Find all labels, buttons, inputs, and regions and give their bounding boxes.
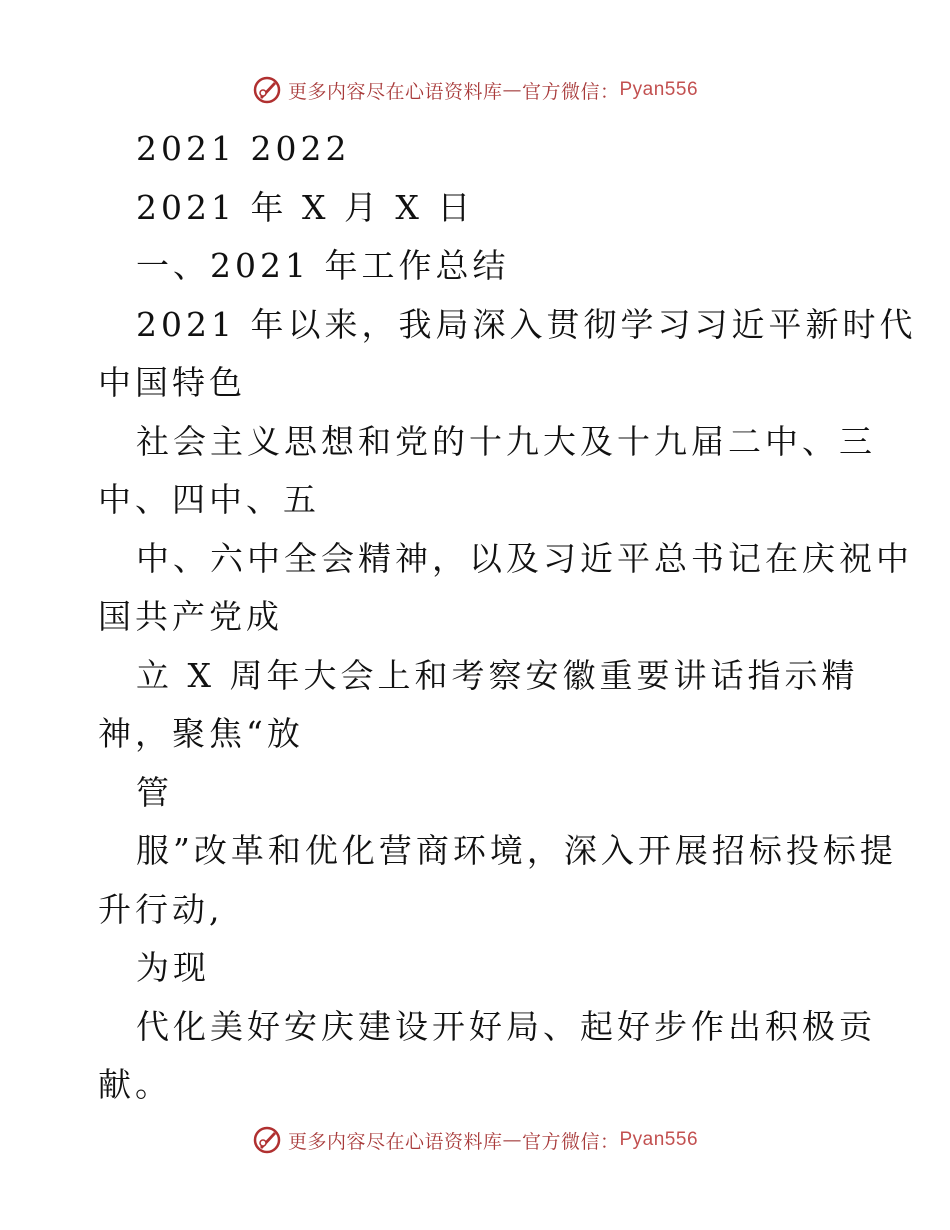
watermark-header <box>0 70 950 110</box>
watermark-dash: — <box>502 79 522 101</box>
doc-line: 国共产党成 <box>98 597 283 636</box>
document-body <box>98 120 917 1115</box>
watermark-wechat-label: 官方微信： <box>521 1130 620 1153</box>
watermark-site-text: 更多内容尽在心语资料库 <box>287 1130 503 1153</box>
watermark-footer <box>0 1120 950 1160</box>
doc-line-title-years: 2021 2022 <box>136 129 351 168</box>
doc-line: 立 X 周年大会上和考察安徽重要讲话指示精 <box>136 655 859 695</box>
doc-line: 中、四中、五 <box>98 480 320 519</box>
doc-line: 献。 <box>98 1065 172 1104</box>
doc-line: 升行动, <box>98 889 224 929</box>
quill-seal-icon <box>252 1125 282 1155</box>
watermark-wechat-label: 官方微信： <box>521 80 620 103</box>
doc-line: 2021 年以来，我局深入贯彻学习习近平新时代 <box>136 304 917 344</box>
doc-line: 服”改革和优化营商环境，深入开展招标投标提 <box>136 831 897 870</box>
watermark-wechat-id: Pyan556 <box>619 1129 699 1150</box>
doc-line: 为现 <box>136 948 210 987</box>
doc-line: 社会主义思想和党的十九大及十九届二中、三 <box>136 421 876 461</box>
doc-line: 中、六中全会精神，以及习近平总书记在庆祝中 <box>136 538 913 578</box>
doc-line: 代化美好安庆建设开好局、起好步作出积极贡 <box>136 1006 876 1046</box>
doc-line: 神，聚焦“放 <box>98 714 304 753</box>
doc-line: 中国特色 <box>98 363 246 402</box>
doc-line-section-heading: 一、2021 年工作总结 <box>136 246 510 285</box>
watermark-site-text: 更多内容尽在心语资料库 <box>287 80 503 103</box>
doc-line-date: 2021 年 X 月 X 日 <box>136 187 475 227</box>
quill-seal-icon <box>252 75 282 105</box>
doc-line: 管 <box>136 772 173 812</box>
watermark-wechat-id: Pyan556 <box>619 79 699 100</box>
watermark-dash: — <box>502 1129 522 1151</box>
